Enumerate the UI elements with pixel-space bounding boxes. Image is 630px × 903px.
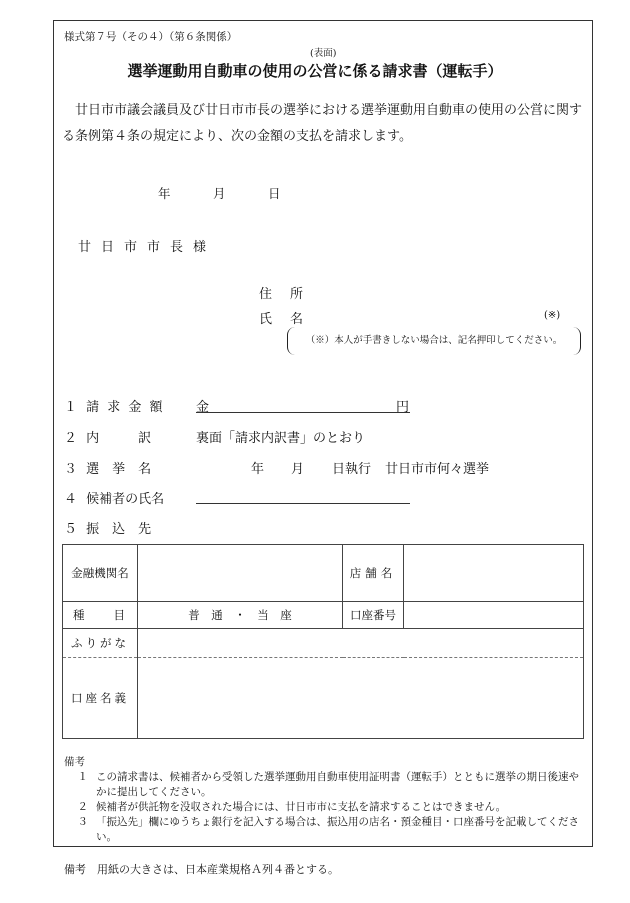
amount-suffix: 円 [396,400,410,415]
type-options[interactable]: 普 通 ・ 当 座 [138,602,343,629]
name-label: 氏名 [259,312,322,327]
remark-item [64,815,586,845]
side-label: (表面) [310,48,337,59]
addressee: 廿日市市長様 [78,240,217,255]
remarks-heading: 備考 [64,756,85,768]
item-label: 請 求 金 額 [86,400,165,415]
institution-label: 金融機関名 [63,545,138,602]
breakdown-value: 裏面「請求内訳書」のとおり [196,431,366,446]
item-election-name [64,458,151,477]
election-month: 月 [291,462,305,477]
form-number: 様式第７号（その４）（第６条関係） [64,31,238,43]
account-number-field[interactable] [404,602,584,629]
remark-number: １ [77,771,88,783]
date-day: 日 [268,186,281,201]
item-transfer-destination [64,518,151,537]
item-label: 内 訳 [86,431,152,446]
date-line [158,184,323,202]
name-mark: (※) [544,310,561,321]
item-breakdown [64,427,151,446]
bank-table [62,544,584,739]
branch-field[interactable] [404,545,584,602]
item-label: 選 挙 名 [86,462,152,477]
date-month: 月 [213,186,226,201]
remark-text: この請求書は、候補者から受領した選挙運動用自動車使用証明書（運転手）とともに選挙の期日後速やかに提出してください。 [96,771,579,798]
amount-prefix: 金 [196,400,210,415]
item-number: １ [64,400,78,415]
seal-note: （※）本人が手書きしない場合は、記名押印してください。 [287,327,581,355]
election-exec: 日執行 [332,462,372,477]
remark-item [64,770,586,800]
item-number: ４ [64,492,78,507]
remark-number: ２ [77,801,88,813]
remark-number: ３ [77,816,88,828]
remark-item [64,800,586,815]
intro-paragraph: 廿日市市議会議員及び廿日市市長の選挙における選挙運動用自動車の使用の公営に関する条例第４条の規定により、次の金額の支払を請求します。 [62,103,583,144]
page-title: 選挙運動用自動車の使用の公営に係る請求書（運転手） [127,62,503,80]
remark-text: 「振込先」欄にゆうちょ銀行を記入する場合は、振込用の店名・預金種目・口座番号を記載してください。 [96,816,579,843]
item-number: ５ [64,522,78,537]
election-name: 廿日市市何々選挙 [385,462,490,477]
item-label: 候補者の氏名 [86,492,165,507]
amount-underline [196,412,410,413]
item-candidate-name [64,488,164,507]
item-number: ３ [64,462,78,477]
remarks [64,755,586,845]
institution-field[interactable] [138,545,343,602]
item-request-amount [64,396,165,415]
furigana-field[interactable] [138,629,584,658]
footer-note: 備考 用紙の大きさは、日本産業規格Ａ列４番とする。 [64,863,339,876]
account-number-label: 口座番号 [343,602,404,629]
item-number: ２ [64,431,78,446]
type-label: 種 目 [63,602,138,629]
date-year: 年 [158,186,171,201]
candidate-underline [196,503,410,504]
account-holder-label: 口座名義 [63,658,138,739]
remark-text: 候補者が供託物を没収された場合には、廿日市市に支払を請求することはできません。 [96,801,507,813]
account-holder-field[interactable] [138,658,584,739]
branch-label: 店舗名 [343,545,404,602]
furigana-label: ふりがな [63,629,138,658]
item-label: 振 込 先 [86,522,152,537]
election-year: 年 [251,462,265,477]
address-label: 住所 [259,287,322,302]
